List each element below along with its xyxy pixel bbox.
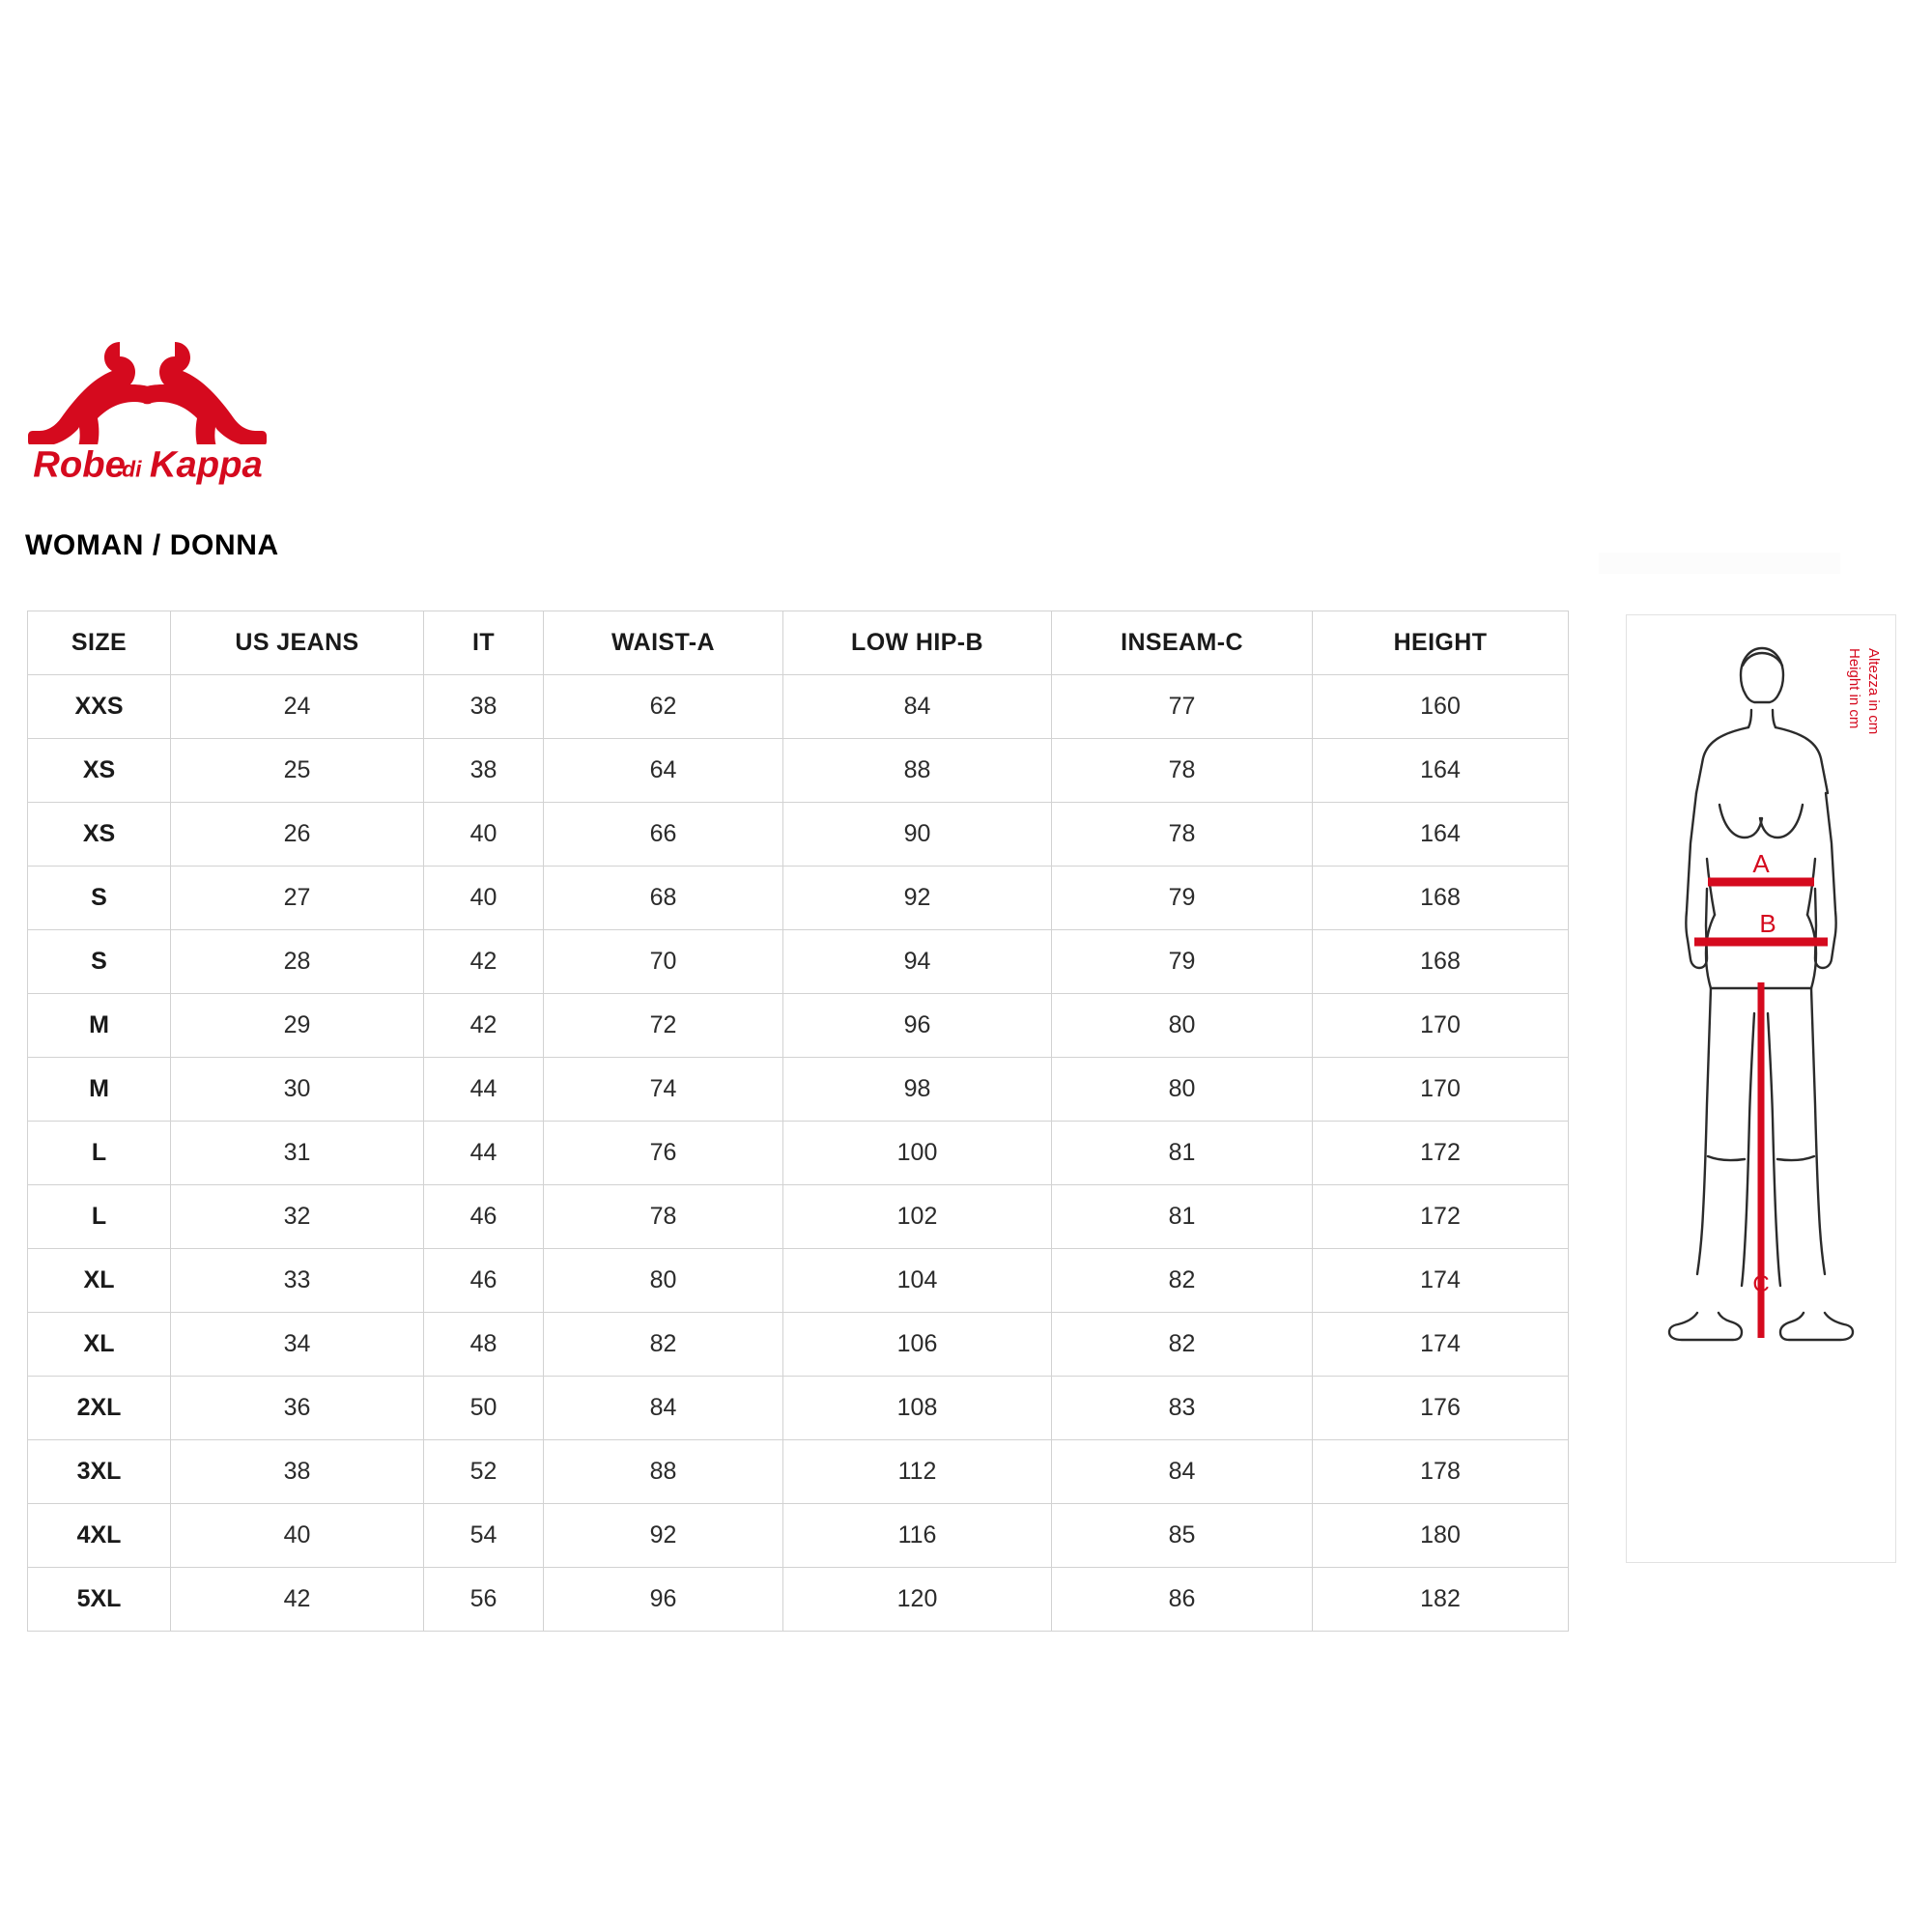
cell-size: 5XL: [28, 1568, 171, 1632]
cell-us-jeans: 36: [171, 1377, 424, 1440]
cell-us-jeans: 30: [171, 1058, 424, 1122]
cell-size: XL: [28, 1249, 171, 1313]
table-row: [28, 867, 1569, 930]
table-row: [28, 930, 1569, 994]
cell-it: 38: [424, 675, 544, 739]
column-header-inseam: INSEAM-C: [1052, 611, 1313, 675]
cell-it: 50: [424, 1377, 544, 1440]
cell-height: 168: [1313, 867, 1569, 930]
table-row: [28, 1122, 1569, 1185]
cell-waist: 76: [544, 1122, 783, 1185]
column-header-us-jeans: US JEANS: [171, 611, 424, 675]
cell-height: 168: [1313, 930, 1569, 994]
table-row: [28, 1313, 1569, 1377]
column-header-low-hip: LOW HIP-B: [783, 611, 1052, 675]
cell-low-hip: 90: [783, 803, 1052, 867]
cell-inseam: 82: [1052, 1313, 1313, 1377]
cell-size: 3XL: [28, 1440, 171, 1504]
cell-low-hip: 100: [783, 1122, 1052, 1185]
cell-waist: 96: [544, 1568, 783, 1632]
cell-height: 172: [1313, 1185, 1569, 1249]
background-artifact: [1599, 553, 1840, 574]
cell-height: 174: [1313, 1313, 1569, 1377]
cell-inseam: 79: [1052, 867, 1313, 930]
cell-low-hip: 102: [783, 1185, 1052, 1249]
cell-size: S: [28, 930, 171, 994]
column-header-waist: WAIST-A: [544, 611, 783, 675]
size-table: [27, 611, 1569, 1632]
cell-inseam: 80: [1052, 994, 1313, 1058]
cell-waist: 66: [544, 803, 783, 867]
label-b: B: [1759, 909, 1776, 938]
cell-inseam: 79: [1052, 930, 1313, 994]
cell-it: 54: [424, 1504, 544, 1568]
cell-it: 44: [424, 1122, 544, 1185]
height-note-en: Height in cm: [1846, 648, 1862, 729]
cell-it: 52: [424, 1440, 544, 1504]
cell-waist: 80: [544, 1249, 783, 1313]
cell-it: 40: [424, 803, 544, 867]
height-axis-label: [1847, 642, 1891, 836]
brand-wordmark: [27, 444, 307, 487]
table-row: [28, 1504, 1569, 1568]
cell-waist: 64: [544, 739, 783, 803]
cell-height: 180: [1313, 1504, 1569, 1568]
cell-waist: 78: [544, 1185, 783, 1249]
cell-inseam: 78: [1052, 739, 1313, 803]
cell-us-jeans: 31: [171, 1122, 424, 1185]
cell-inseam: 86: [1052, 1568, 1313, 1632]
cell-waist: 62: [544, 675, 783, 739]
cell-it: 46: [424, 1185, 544, 1249]
cell-waist: 68: [544, 867, 783, 930]
cell-inseam: 83: [1052, 1377, 1313, 1440]
column-header-height: HEIGHT: [1313, 611, 1569, 675]
cell-waist: 82: [544, 1313, 783, 1377]
cell-waist: 70: [544, 930, 783, 994]
cell-height: 164: [1313, 803, 1569, 867]
svg-text:Robe: Robe: [33, 444, 126, 486]
page-title: WOMAN / DONNA: [25, 529, 279, 561]
cell-size: XS: [28, 739, 171, 803]
cell-it: 42: [424, 994, 544, 1058]
cell-it: 44: [424, 1058, 544, 1122]
cell-height: 170: [1313, 1058, 1569, 1122]
cell-waist: 92: [544, 1504, 783, 1568]
cell-us-jeans: 26: [171, 803, 424, 867]
cell-waist: 72: [544, 994, 783, 1058]
cell-height: 182: [1313, 1568, 1569, 1632]
cell-low-hip: 108: [783, 1377, 1052, 1440]
cell-inseam: 81: [1052, 1185, 1313, 1249]
label-c: C: [1752, 1271, 1770, 1297]
cell-size: L: [28, 1122, 171, 1185]
cell-us-jeans: 25: [171, 739, 424, 803]
table-row: [28, 1440, 1569, 1504]
cell-low-hip: 96: [783, 994, 1052, 1058]
cell-low-hip: 84: [783, 675, 1052, 739]
cell-waist: 84: [544, 1377, 783, 1440]
table-header-row: [28, 611, 1569, 675]
table-row: [28, 803, 1569, 867]
cell-inseam: 80: [1052, 1058, 1313, 1122]
table-row: [28, 1058, 1569, 1122]
cell-size: M: [28, 1058, 171, 1122]
cell-size: M: [28, 994, 171, 1058]
cell-inseam: 85: [1052, 1504, 1313, 1568]
cell-it: 38: [424, 739, 544, 803]
cell-it: 48: [424, 1313, 544, 1377]
cell-size: L: [28, 1185, 171, 1249]
cell-height: 170: [1313, 994, 1569, 1058]
table-row: [28, 1249, 1569, 1313]
cell-height: 164: [1313, 739, 1569, 803]
cell-height: 176: [1313, 1377, 1569, 1440]
cell-it: 40: [424, 867, 544, 930]
cell-low-hip: 112: [783, 1440, 1052, 1504]
cell-low-hip: 98: [783, 1058, 1052, 1122]
label-a: A: [1752, 849, 1770, 878]
cell-us-jeans: 24: [171, 675, 424, 739]
brand-logo: [27, 336, 317, 491]
cell-inseam: 84: [1052, 1440, 1313, 1504]
cell-low-hip: 120: [783, 1568, 1052, 1632]
cell-low-hip: 92: [783, 867, 1052, 930]
svg-text:di: di: [122, 456, 142, 482]
cell-size: XS: [28, 803, 171, 867]
cell-it: 42: [424, 930, 544, 994]
cell-size: S: [28, 867, 171, 930]
cell-inseam: 81: [1052, 1122, 1313, 1185]
cell-height: 174: [1313, 1249, 1569, 1313]
cell-height: 172: [1313, 1122, 1569, 1185]
measurement-figure-panel: [1626, 614, 1896, 1563]
cell-inseam: 77: [1052, 675, 1313, 739]
cell-low-hip: 116: [783, 1504, 1052, 1568]
cell-us-jeans: 29: [171, 994, 424, 1058]
svg-text:Kappa: Kappa: [149, 444, 263, 486]
cell-us-jeans: 27: [171, 867, 424, 930]
kappa-figures-icon: [27, 336, 317, 444]
cell-height: 160: [1313, 675, 1569, 739]
table-row: [28, 675, 1569, 739]
cell-size: XXS: [28, 675, 171, 739]
cell-waist: 74: [544, 1058, 783, 1122]
column-header-it: IT: [424, 611, 544, 675]
table-row: [28, 739, 1569, 803]
cell-size: 2XL: [28, 1377, 171, 1440]
table-row: [28, 1185, 1569, 1249]
table-row: [28, 994, 1569, 1058]
cell-low-hip: 106: [783, 1313, 1052, 1377]
cell-waist: 88: [544, 1440, 783, 1504]
cell-inseam: 78: [1052, 803, 1313, 867]
cell-low-hip: 88: [783, 739, 1052, 803]
cell-size: XL: [28, 1313, 171, 1377]
cell-it: 46: [424, 1249, 544, 1313]
column-header-size: SIZE: [28, 611, 171, 675]
cell-us-jeans: 28: [171, 930, 424, 994]
cell-low-hip: 94: [783, 930, 1052, 994]
cell-us-jeans: 42: [171, 1568, 424, 1632]
cell-us-jeans: 32: [171, 1185, 424, 1249]
cell-us-jeans: 38: [171, 1440, 424, 1504]
height-note-it: Altezza in cm: [1865, 648, 1882, 735]
cell-us-jeans: 34: [171, 1313, 424, 1377]
cell-size: 4XL: [28, 1504, 171, 1568]
size-table-container: [27, 611, 1568, 1632]
cell-low-hip: 104: [783, 1249, 1052, 1313]
cell-inseam: 82: [1052, 1249, 1313, 1313]
cell-it: 56: [424, 1568, 544, 1632]
cell-height: 178: [1313, 1440, 1569, 1504]
cell-us-jeans: 33: [171, 1249, 424, 1313]
table-row: [28, 1568, 1569, 1632]
table-row: [28, 1377, 1569, 1440]
cell-us-jeans: 40: [171, 1504, 424, 1568]
